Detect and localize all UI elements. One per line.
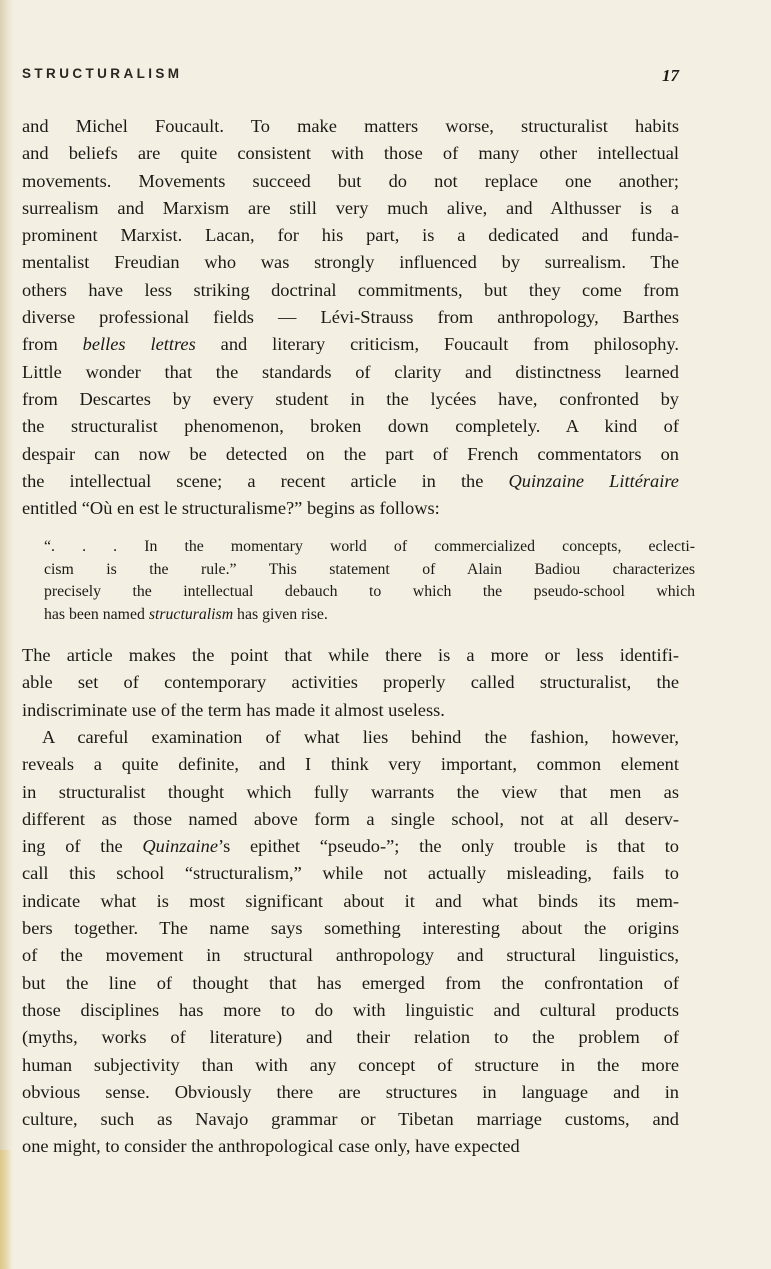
- text-line: reveals a quite definite, and I think very important, common element: [22, 754, 679, 775]
- page-number: 17: [662, 66, 679, 85]
- text-line: human subjectivity than with any concept of structure in the more: [22, 1054, 679, 1075]
- quote-line: cism is the rule.” This statement of Alain Badiou characterizes: [44, 560, 695, 578]
- text-line: able set of contemporary activities properly called structuralist, the: [22, 672, 679, 693]
- text-line: despair can now be detected on the part of French commentators on: [22, 443, 679, 464]
- italic-title: belles lettres: [82, 334, 196, 355]
- text-line: indiscriminate use of the term has made it almost useless.: [22, 699, 445, 720]
- block-quote: [22, 536, 695, 626]
- text-line: the intellectual scene; a recent article in the Quinzaine Littéraire: [22, 470, 679, 491]
- text-line: Little wonder that the standards of clarity and distinctness learned: [22, 361, 679, 382]
- text-line: obvious sense. Obviously there are structures in language and in: [22, 1081, 679, 1102]
- text-line: from Descartes by every student in the lycées have, confronted by: [22, 388, 679, 409]
- running-head: [22, 66, 679, 90]
- paragraph-2: [22, 642, 679, 724]
- quote-line: “. . . In the momentary world of commercialized concepts, eclecti-: [44, 538, 695, 556]
- text-line: bers together. The name says something interesting about the origins: [22, 918, 679, 939]
- text-line: prominent Marxist. Lacan, for his part, is a dedicated and funda-: [22, 225, 679, 246]
- text-line: those disciplines has more to do with linguistic and cultural products: [22, 999, 679, 1020]
- running-head-title: STRUCTURALISM: [22, 66, 183, 81]
- body-text: [22, 113, 695, 1161]
- text-line: in structuralist thought which fully warrants the view that men as: [22, 781, 679, 802]
- quote-line: has been named structuralism has given rise.: [44, 605, 328, 623]
- text-line: entitled “Où en est le structuralisme?” begins as follows:: [22, 498, 440, 519]
- text-line: The article makes the point that while there is a more or less identifi-: [22, 645, 679, 666]
- text-line: different as those named above form a single school, not at all deserv-: [22, 808, 679, 829]
- italic-title: structuralism: [148, 605, 234, 623]
- quote-line: precisely the intellectual debauch to which the pseudo-school which: [44, 583, 695, 601]
- text-line: of the movement in structural anthropology and structural linguistics,: [22, 945, 679, 966]
- text-line: (myths, works of literature) and their relation to the problem of: [22, 1027, 679, 1048]
- page-gutter-shadow: [0, 0, 14, 1269]
- paragraph-1: [22, 113, 679, 522]
- text-line: one might, to consider the anthropological case only, have expected: [22, 1136, 520, 1157]
- italic-title: Quinzaine: [142, 836, 219, 857]
- text-line: mentalist Freudian who was strongly influenced by surrealism. The: [22, 252, 679, 273]
- text-line: but the line of thought that has emerged from the confrontation of: [22, 972, 679, 993]
- text-line: and Michel Foucault. To make matters worse, structuralist habits: [22, 116, 679, 136]
- text-line: from belles lettres and literary criticism, Foucault from philosophy.: [22, 334, 680, 355]
- italic-title: Quinzaine Littéraire: [508, 470, 679, 491]
- text-line: surrealism and Marxism are still very much alive, and Althusser is a: [22, 197, 679, 218]
- text-line: the structuralist phenomenon, broken down completely. A kind of: [22, 416, 679, 437]
- text-line: others have less striking doctrinal commitments, but they come from: [22, 279, 679, 300]
- text-line: movements. Movements succeed but do not replace one another;: [22, 170, 679, 191]
- text-line: ing of the Quinzaine’s epithet “pseudo-”; the only trouble is that to: [22, 836, 679, 857]
- page-edge-stain: [0, 1150, 12, 1269]
- text-line: culture, such as Navajo grammar or Tibetan marriage customs, and: [22, 1109, 679, 1130]
- paragraph-3: [22, 724, 679, 1161]
- text-line: indicate what is most significant about it and what binds its mem-: [22, 890, 679, 911]
- text-line: diverse professional fields — Lévi-Strauss from anthropology, Barthes: [22, 307, 679, 328]
- text-line: A careful examination of what lies behind the fashion, however,: [42, 726, 679, 747]
- text-line: and beliefs are quite consistent with those of many other intellectual: [22, 143, 679, 164]
- text-line: call this school “structuralism,” while not actually misleading, fails to: [22, 863, 679, 884]
